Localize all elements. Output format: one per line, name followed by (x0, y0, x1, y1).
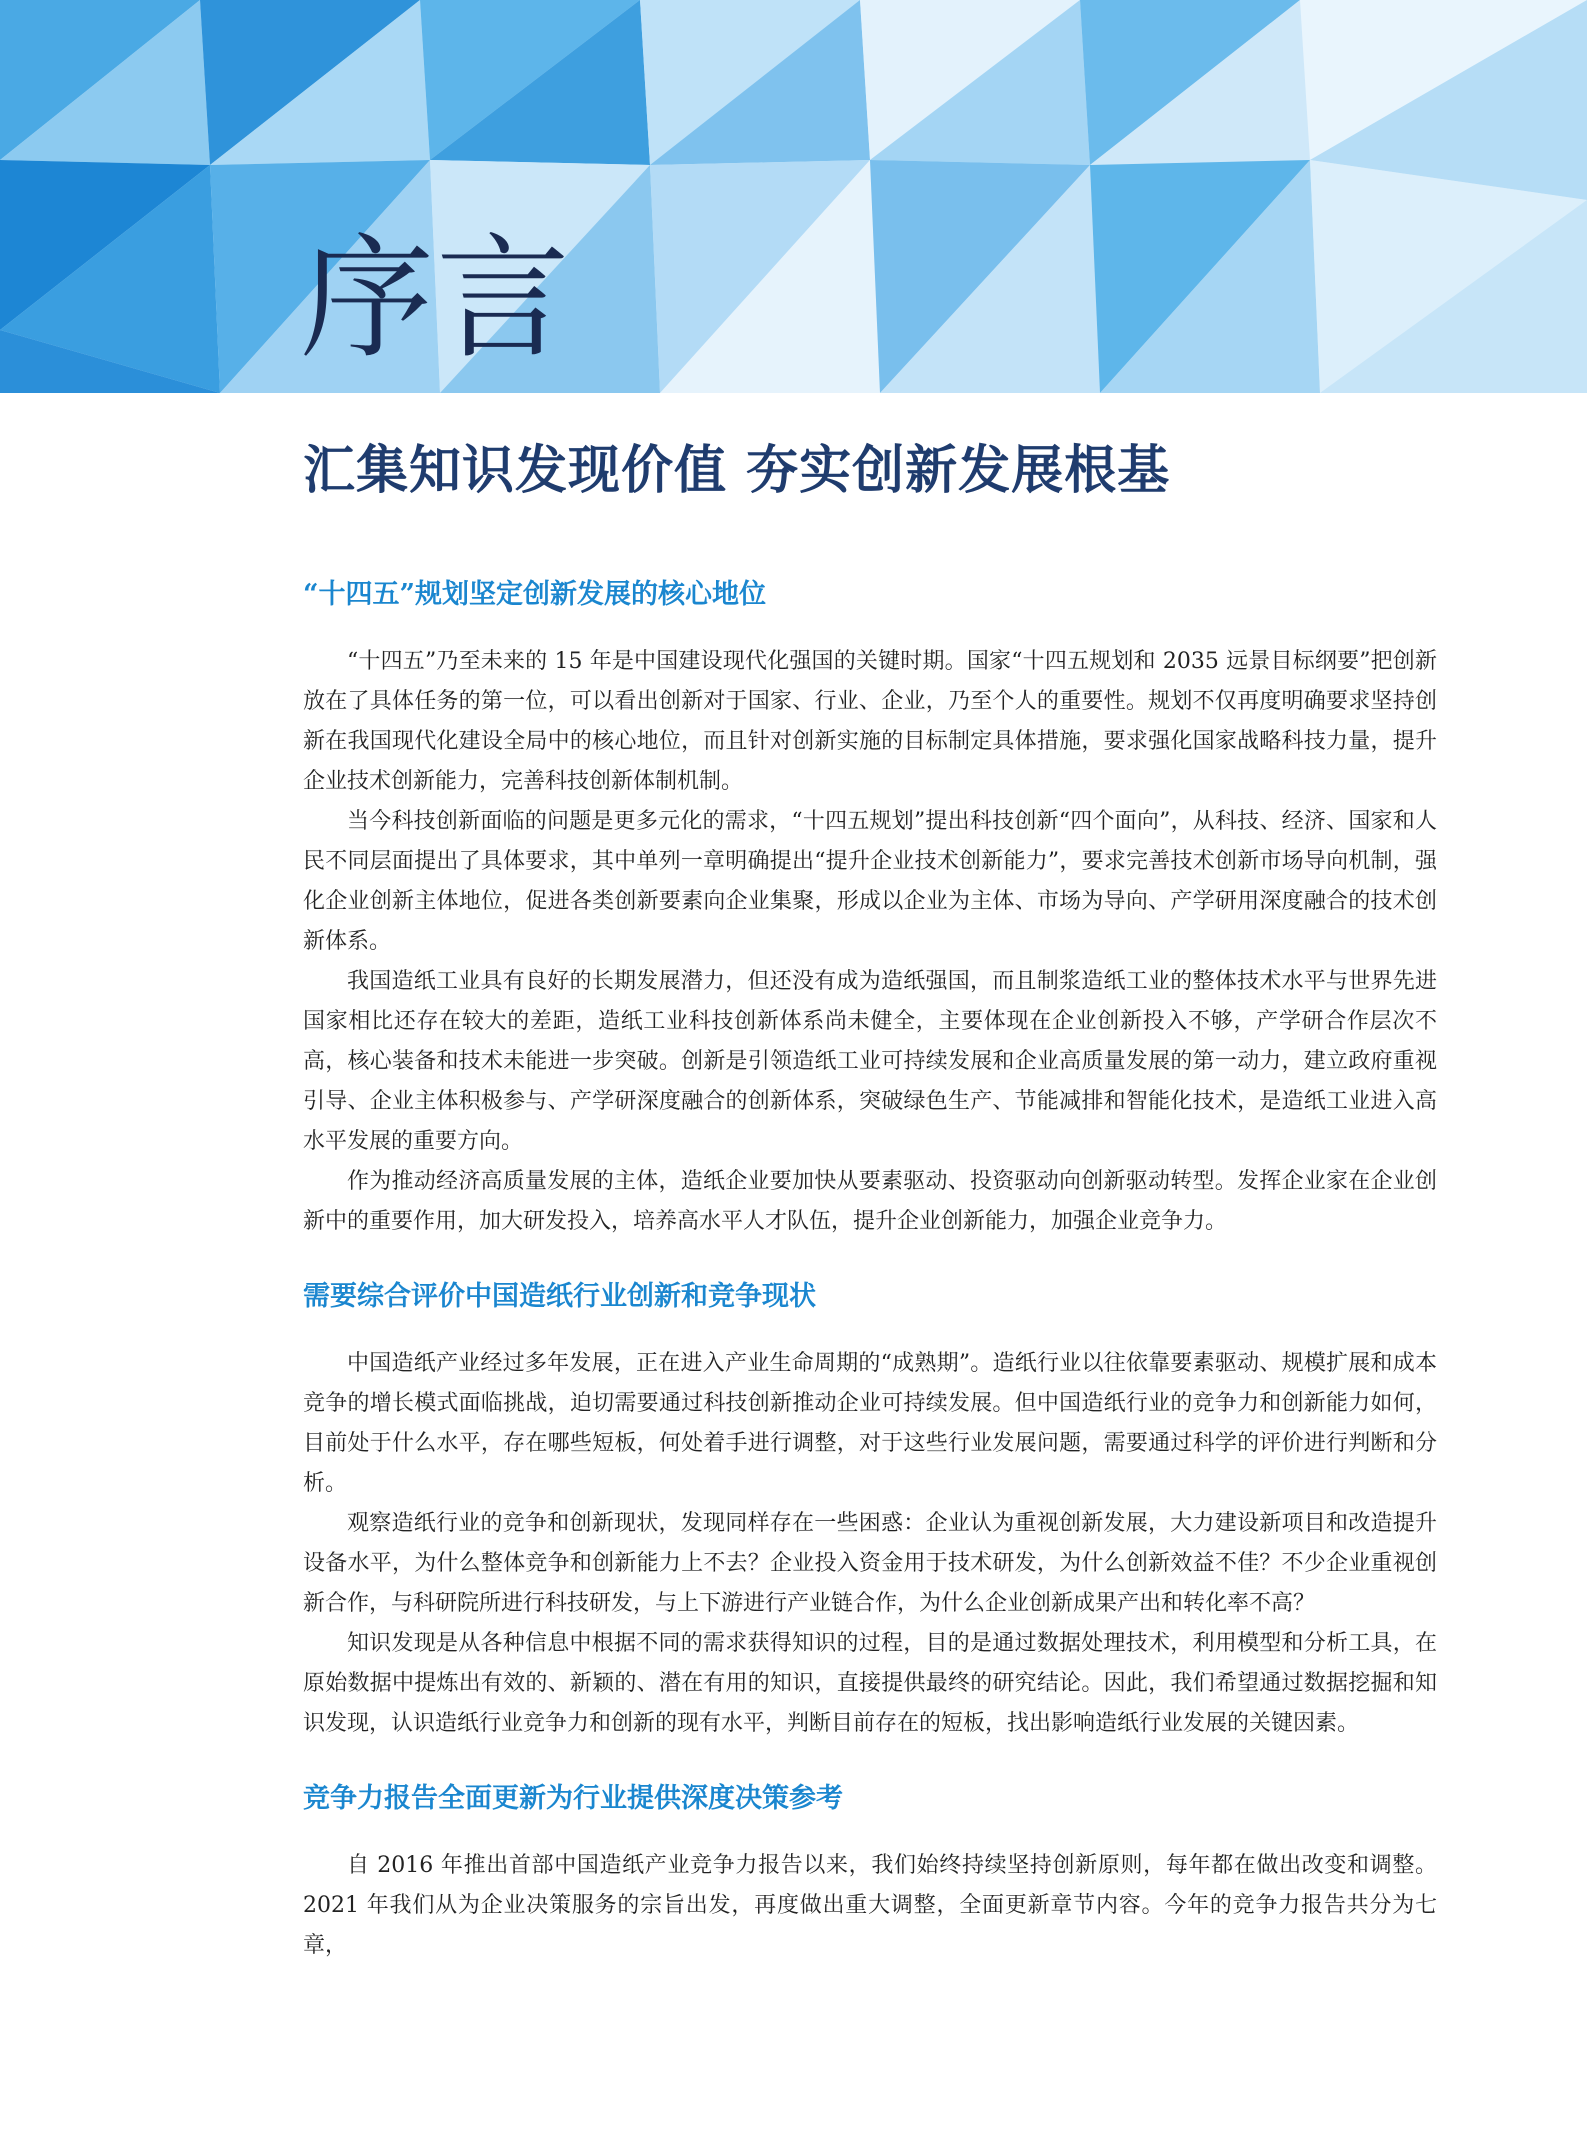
paragraph: 当今科技创新面临的问题是更多元化的需求，“十四五规划”提出科技创新“四个面向”，从科技、经济、国家和人民不同层面提出了具体要求，其中单列一章明确提出“提升企业技术创新能力”，要求完善技术创新市场导向机制，强化企业创新主体地位，促进各类创新要素向企业集聚，形成以企业为主体、市场为导向、产学研用深度融合的技术创新体系。 (303, 809, 1437, 955)
paragraph: “十四五”乃至未来的 15 年是中国建设现代化强国的关键时期。国家“十四五规划和 2035 远景目标纲要”把创新放在了具体任务的第一位，可以看出创新对于国家、行业、企业，乃至个人的重要性。规划不仅再度明确要求坚持创新在我国现代化建设全局中的核心地位，而且针对创新实施的目标制定具体措施，要求强化国家战略科技力量，提升企业技术创新能力，完善科技创新体制机制。 (303, 649, 1437, 795)
paragraph: 自 2016 年推出首部中国造纸产业竞争力报告以来，我们始终持续坚持创新原则，每年都在做出改变和调整。2021 年我们从为企业决策服务的宗旨出发，再度做出重大调整，全面更新章节内容。今年的竞争力报告共分为七章， (303, 1852, 1437, 1958)
section-heading: 竞争力报告全面更新为行业提供深度决策参考 (303, 1782, 843, 1814)
triangle-pattern-graphic (0, 0, 1587, 393)
paragraph: 作为推动经济高质量发展的主体，造纸企业要加快从要素驱动、投资驱动向创新驱动转型。发挥企业家在企业创新中的重要作用，加大研发投入，培养高水平人才队伍，提升企业创新能力，加强企业竞争力。 (303, 1169, 1437, 1235)
header-banner (0, 0, 1587, 393)
section-heading: “十四五”规划坚定创新发展的核心地位 (303, 579, 767, 611)
section-1 (303, 576, 1437, 1242)
section-2 (303, 1278, 1437, 1744)
paragraph: 观察造纸行业的竞争和创新现状，发现同样存在一些困惑：企业认为重视创新发展，大力建设新项目和改造提升设备水平，为什么整体竞争和创新能力上不去？企业投入资金用于技术研发，为什么创新效益不佳？不少企业重视创新合作，与科研院所进行科技研发，与上下游进行产业链合作，为什么企业创新成果产出和转化率不高？ (303, 1510, 1437, 1616)
page-section-title: 序言 (300, 221, 573, 377)
main-title: 汇集知识发现价值 夯实创新发展根基 (303, 441, 1171, 501)
document-body (303, 440, 1437, 2002)
paragraph: 知识发现是从各种信息中根据不同的需求获得知识的过程，目的是通过数据处理技术，利用模型和分析工具，在原始数据中提炼出有效的、新颖的、潜在有用的知识，直接提供最终的研究结论。因此，我们希望通过数据挖掘和知识发现，认识造纸行业竞争力和创新的现有水平，判断目前存在的短板，找出影响造纸行业发展的关键因素。 (303, 1630, 1437, 1736)
section-heading: 需要综合评价中国造纸行业创新和竞争现状 (303, 1281, 816, 1313)
paragraph: 中国造纸产业经过多年发展，正在进入产业生命周期的“成熟期”。造纸行业以往依靠要素驱动、规模扩展和成本竞争的增长模式面临挑战，迫切需要通过科技创新推动企业可持续发展。但中国造纸行业的竞争力和创新能力如何，目前处于什么水平，存在哪些短板，何处着手进行调整，对于这些行业发展问题，需要通过科学的评价进行判断和分析。 (303, 1350, 1437, 1496)
paragraph: 我国造纸工业具有良好的长期发展潜力，但还没有成为造纸强国，而且制浆造纸工业的整体技术水平与世界先进国家相比还存在较大的差距，造纸工业科技创新体系尚未健全，主要体现在企业创新投入不够，产学研合作层次不高，核心装备和技术未能进一步突破。创新是引领造纸工业可持续发展和企业高质量发展的第一动力，建立政府重视引导、企业主体积极参与、产学研深度融合的创新体系，突破绿色生产、节能减排和智能化技术，是造纸工业进入高水平发展的重要方向。 (303, 969, 1437, 1155)
section-3 (303, 1780, 1437, 1966)
